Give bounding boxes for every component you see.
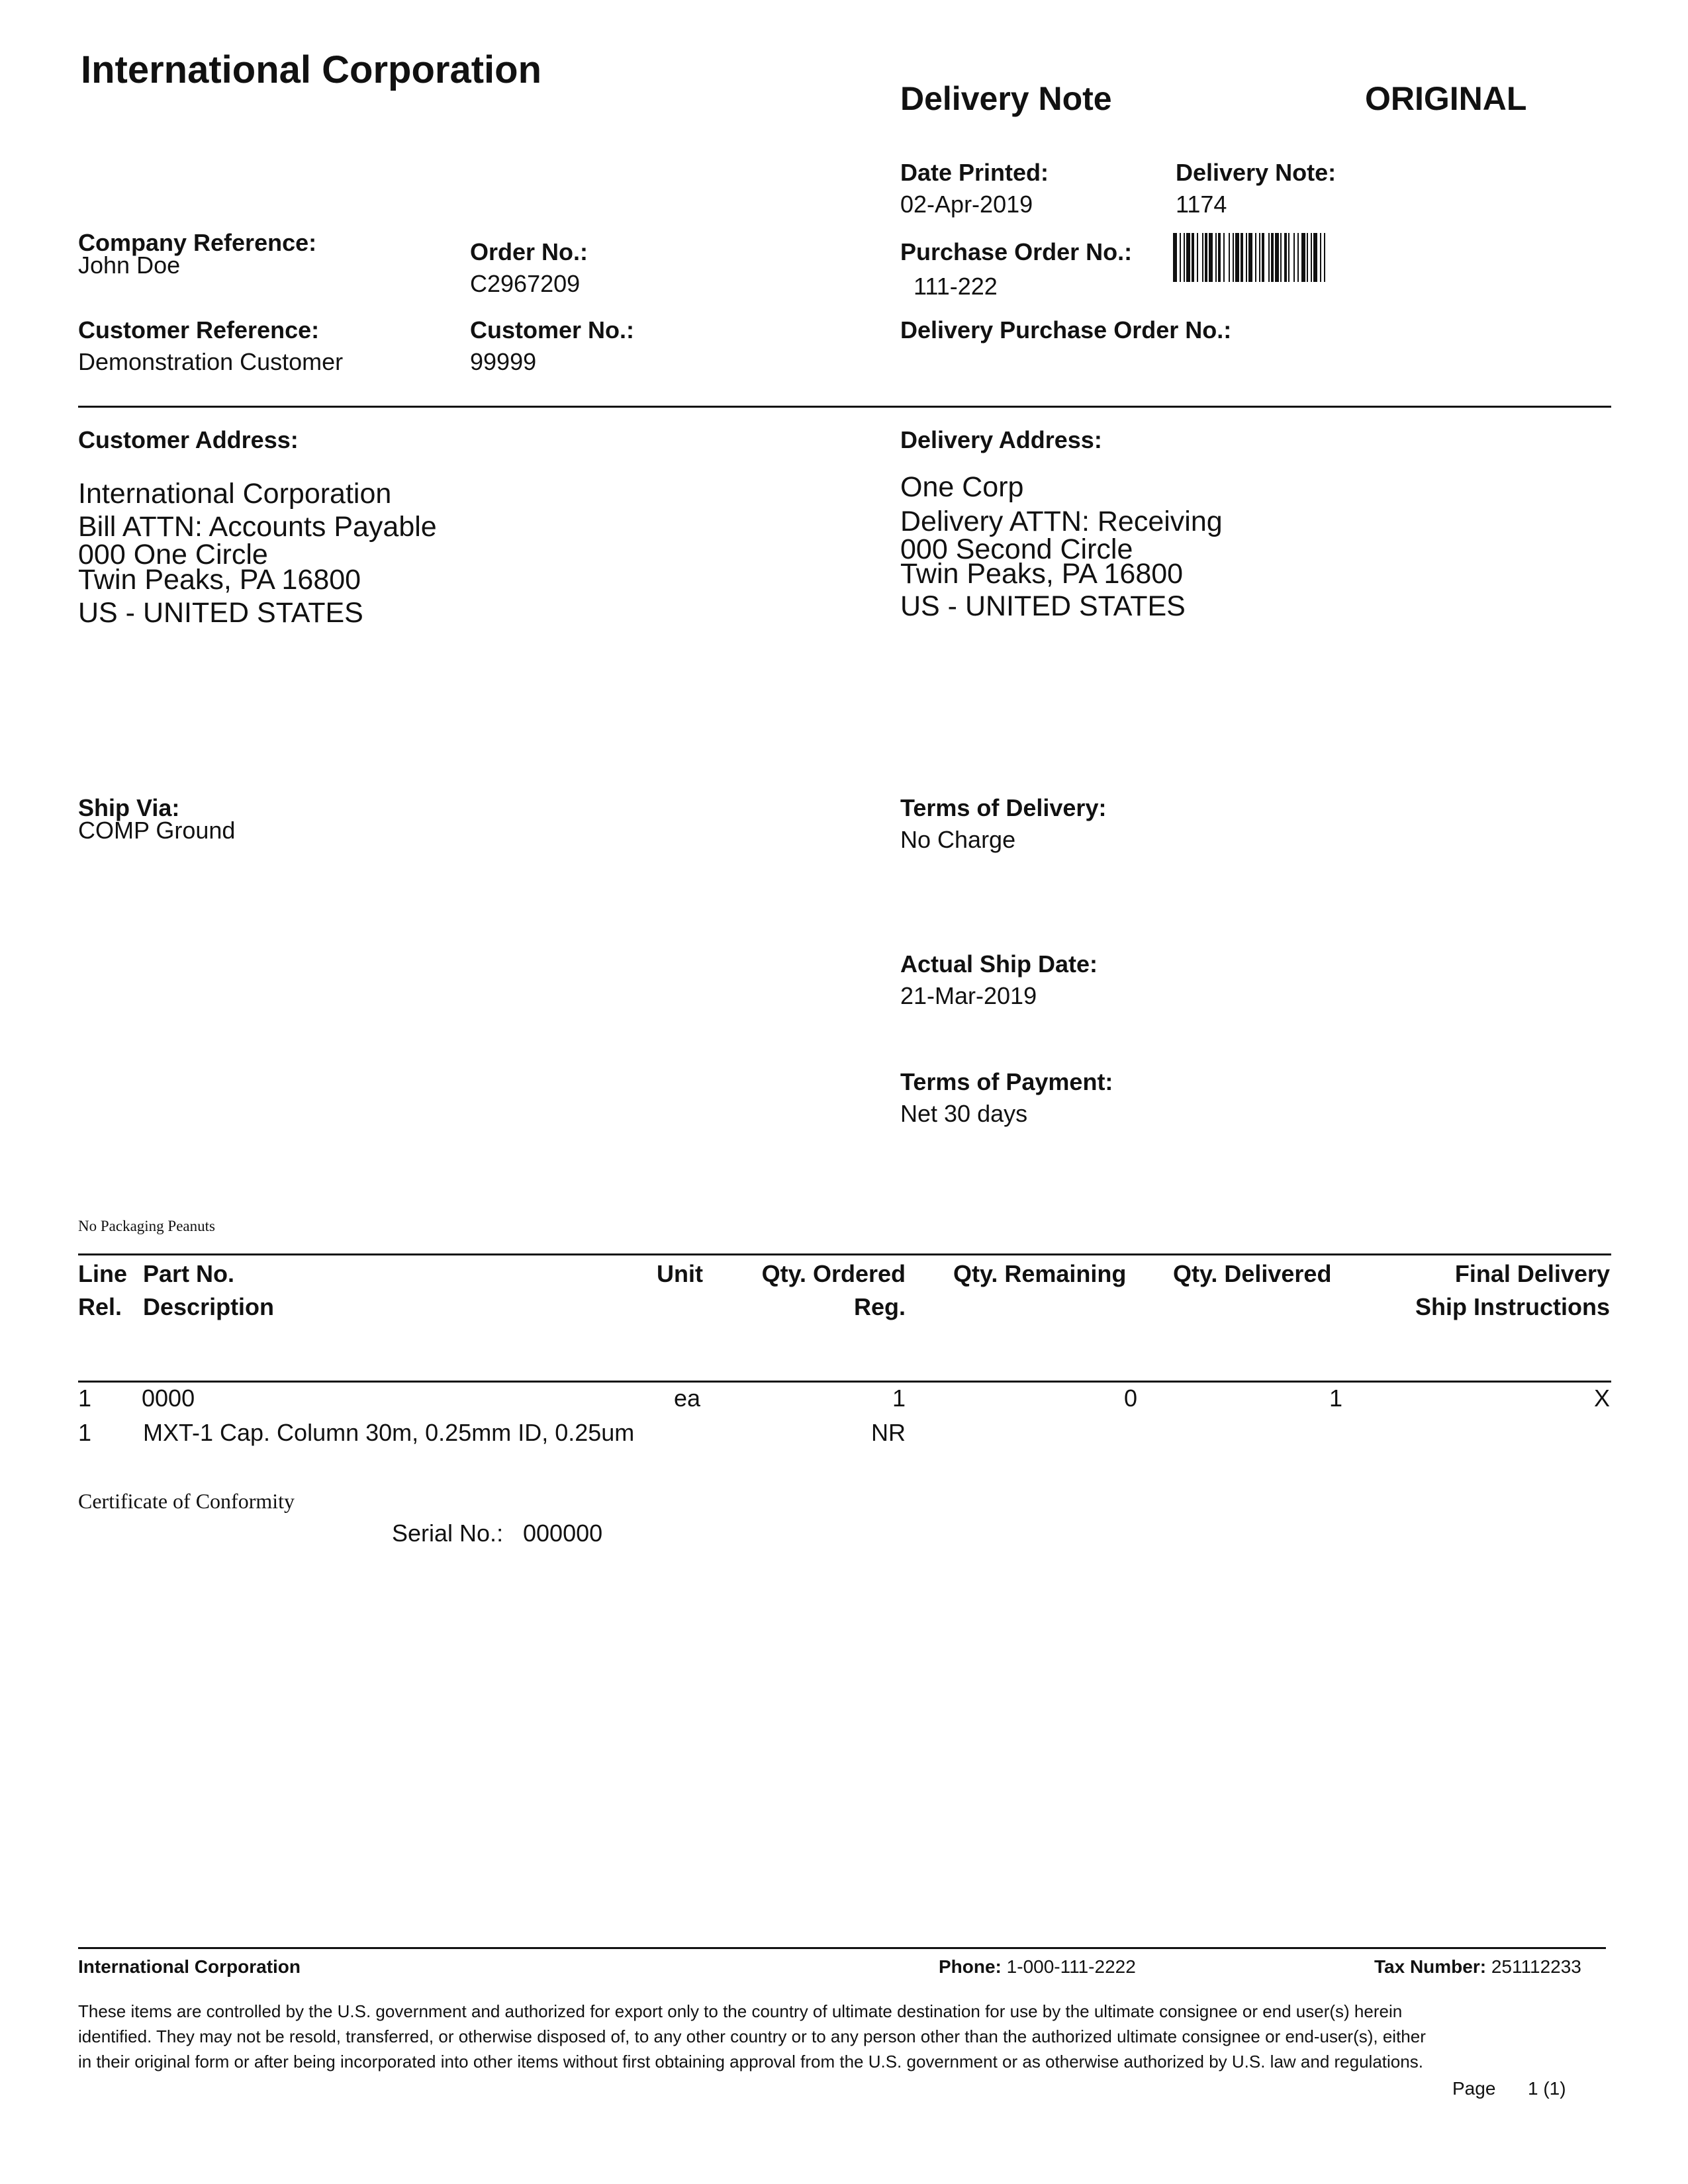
ship-date-value: 21-Mar-2019 <box>900 982 1037 1009</box>
company-name: International Corporation <box>81 48 541 91</box>
delivery-po-label: Delivery Purchase Order No.: <box>900 316 1232 343</box>
footer-rule <box>78 1947 1606 1949</box>
table-header-rule <box>78 1381 1611 1383</box>
barcode-bar <box>1325 233 1329 282</box>
customer-address-line: Bill ATTN: Accounts Payable <box>78 511 437 543</box>
delivery-address-line: Delivery ATTN: Receiving <box>900 506 1223 537</box>
terms-delivery-value: No Charge <box>900 826 1016 853</box>
row-description: MXT-1 Cap. Column 30m, 0.25mm ID, 0.25um <box>143 1419 635 1446</box>
footer-phone-label: Phone: <box>939 1956 1002 1977</box>
footer-disclaimer-line: These items are controlled by the U.S. government and authorized for export only to the country of ultimate destination for use by the ultimate consignee or end user(s) herein <box>78 2001 1403 2021</box>
delivery-address-line: US - UNITED STATES <box>900 590 1186 622</box>
row-qty-delivered: 1 <box>1329 1385 1342 1412</box>
company-ref-value: John Doe <box>78 251 181 279</box>
delivery-note-value: 1174 <box>1176 191 1227 218</box>
customer-ref-label: Customer Reference: <box>78 316 320 343</box>
footer-tax: 251112233 <box>1491 1956 1581 1977</box>
col-line-header: Line <box>78 1260 128 1287</box>
col-desc-header: Description <box>143 1293 275 1320</box>
footer-phone: 1-000-111-2222 <box>1006 1956 1136 1977</box>
customer-ref-value: Demonstration Customer <box>78 348 344 375</box>
row-rel: 1 <box>78 1419 92 1446</box>
page-label: Page <box>1452 2078 1496 2099</box>
order-no-value: C2967209 <box>470 270 581 297</box>
delivery-address-line: 000 Second Circle <box>900 533 1133 565</box>
footer-tax-label: Tax Number: <box>1374 1956 1487 1977</box>
customer-address-line: Twin Peaks, PA 16800 <box>78 564 361 596</box>
serial-label: Serial No.: <box>392 1520 504 1547</box>
col-qty-delivered-header: Qty. Delivered <box>1173 1260 1332 1287</box>
terms-delivery-label: Terms of Delivery: <box>900 794 1107 821</box>
col-ship-instructions-header: Ship Instructions <box>1415 1293 1610 1320</box>
date-printed-value: 02-Apr-2019 <box>900 191 1033 218</box>
customer-address-line: International Corporation <box>78 478 392 510</box>
col-qty-ordered-header: Qty. Ordered <box>761 1260 906 1287</box>
po-label: Purchase Order No.: <box>900 238 1133 265</box>
row-final-delivery: X <box>1593 1385 1610 1412</box>
footer-company: International Corporation <box>78 1956 301 1977</box>
date-printed-label: Date Printed: <box>900 159 1049 186</box>
col-rel-header: Rel. <box>78 1293 122 1320</box>
delivery-address-line: Twin Peaks, PA 16800 <box>900 558 1184 590</box>
ship-via-value: COMP Ground <box>78 817 236 844</box>
delivery-address-line: One Corp <box>900 471 1024 503</box>
col-unit-header: Unit <box>657 1260 703 1287</box>
certificate-title: Certificate of Conformity <box>78 1489 295 1513</box>
footer-disclaimer-line: in their original form or after being incorporated into other items without first obtaining approval from the U.S. government or as otherwise authorized by U.S. law and regulations. <box>78 2052 1423 2071</box>
packaging-note: No Packaging Peanuts <box>78 1218 215 1234</box>
terms-payment-value: Net 30 days <box>900 1100 1028 1127</box>
customer-no-label: Customer No.: <box>470 316 635 343</box>
order-no-label: Order No.: <box>470 238 588 265</box>
customer-address-line: US - UNITED STATES <box>78 597 363 629</box>
row-reg: NR <box>871 1419 906 1446</box>
serial-value: 000000 <box>523 1520 603 1547</box>
col-qty-remaining-header: Qty. Remaining <box>953 1260 1127 1287</box>
row-unit: ea <box>674 1385 701 1412</box>
po-value: 111-222 <box>914 273 998 300</box>
barcode <box>1173 233 1411 282</box>
table-top-rule <box>78 1253 1611 1255</box>
terms-payment-label: Terms of Payment: <box>900 1068 1113 1095</box>
document-title: Delivery Note <box>900 80 1112 117</box>
ship-date-label: Actual Ship Date: <box>900 950 1098 978</box>
col-reg-header: Reg. <box>853 1293 906 1320</box>
customer-no-value: 99999 <box>470 348 537 375</box>
col-part-header: Part No. <box>143 1260 235 1287</box>
copy-type: ORIGINAL <box>1365 80 1527 117</box>
row-qty-ordered: 1 <box>892 1385 906 1412</box>
delivery-address-label: Delivery Address: <box>900 426 1102 453</box>
row-qty-remaining: 0 <box>1123 1385 1137 1412</box>
delivery-note-label: Delivery Note: <box>1176 159 1336 186</box>
row-part-no: 0000 <box>142 1385 195 1412</box>
customer-address-label: Customer Address: <box>78 426 299 453</box>
ship-via-label: Ship Via: <box>78 794 180 821</box>
customer-address-line: 000 One Circle <box>78 539 268 570</box>
col-final-delivery-header: Final Delivery <box>1454 1260 1610 1287</box>
footer-disclaimer-line: identified. They may not be resold, transferred, or otherwise disposed of, to any other country or to any person other than the authorized ultimate consignee or end-user(s), either <box>78 2026 1426 2046</box>
row-line: 1 <box>78 1385 92 1412</box>
divider <box>78 406 1611 408</box>
company-ref-label: Company Reference: <box>78 229 317 256</box>
page-number: 1 (1) <box>1528 2078 1566 2099</box>
